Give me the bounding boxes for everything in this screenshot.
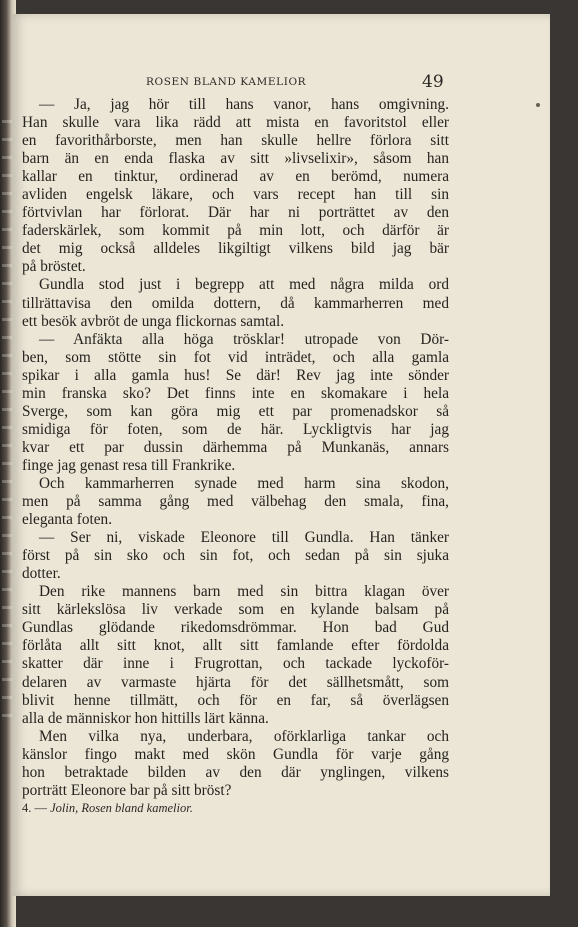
text-line: kallar en tinktur, ordinerad av en berömd, numera [22, 168, 449, 186]
text-line: — Ja, jag hör till hans vanor, hans omgivning. [39, 96, 449, 113]
margin-shadow [2, 120, 12, 720]
text-line: spikar i alla gamla hus! Se där! Rev jag inte sönder [22, 366, 449, 384]
page-header [12, 72, 550, 94]
body-text [22, 96, 449, 800]
text-line: avliden engelsk läkare, och vars recept han till sin [22, 186, 449, 204]
text-line: — Ser ni, viskade Eleonore till Gundla. Han tänker [39, 529, 449, 547]
text-line: faderskärlek, som kommit på min lott, och därför är [22, 222, 449, 240]
text-line: Och kammarherren synade med harm sina skodon, [39, 474, 449, 492]
text-line: kvar ett par dussin därhemma på Munkanäs, annars [22, 438, 449, 456]
text-line: sitt kärlekslösa liv verkade som en kylande balsam på [22, 601, 449, 619]
book-reference: Jolin, Rosen bland kamelior. [50, 801, 193, 815]
text-line: Men vilka nya, underbara, oförklarliga tankar och [39, 727, 449, 745]
page-number: 49 [422, 72, 444, 92]
page-footer [22, 801, 193, 816]
text-line: men på samma gång med välbehag den smala, fina, [22, 493, 449, 511]
text-line: smidiga för foten, som de här. Lyckligtvis har jag [22, 420, 449, 438]
sheet-signature: 4. — [22, 801, 47, 815]
text-line: porträtt Eleonore bar på sitt bröst? [22, 781, 232, 799]
text-line: finge jag genast resa till Frankrike. [22, 456, 236, 474]
text-line: känslor fingo makt med skön Gundla för varje gång [22, 745, 449, 763]
text-line: på bröstet. [22, 258, 86, 276]
text-line: förtvivlan har förlorat. Där har ni porträttet av den [22, 204, 449, 222]
text-line: tillrättavisa den omilda dottern, då kammarherren med [22, 294, 449, 312]
text-line: först på sin sko och sin fot, och sedan på sin sjuka [22, 547, 449, 565]
text-line: skatter där inne i Frugrottan, och tackade lyckoför- [22, 655, 449, 673]
text-line: Gundla stod just i begrepp att med några milda ord [39, 276, 449, 294]
running-head: ROSEN BLAND KAMELIOR [146, 76, 307, 88]
printer-mark [536, 103, 540, 107]
text-line: Gundlas glödande rikedomsdrömmar. Hon bad Gud [22, 619, 449, 637]
text-line: alla de människor hon hittills lärt känna. [22, 709, 269, 727]
text-line: Sverge, som kan göra mig ett par promenadskor så [22, 402, 449, 420]
text-line: en favorithårborste, men han skulle hellre förlora sitt [22, 132, 449, 150]
text-line: hon betraktade bilden av den där ynglingen, vilkens [22, 763, 449, 781]
text-line: ben, som stötte sin fot vid inträdet, och alla gamla [22, 348, 449, 366]
text-line: Han skulle vara lika rädd att mista en favoritstol eller [22, 114, 449, 132]
text-line: eleganta foten. [22, 511, 113, 529]
text-line: min franska sko? Det finns inte en skomakare i hela [22, 384, 449, 402]
text-line: delaren av varmaste hjärta för det sällhetsmått, som [22, 673, 449, 691]
text-line: ett besök avbröt de unga flickornas samtal. [22, 312, 285, 330]
text-line: blivit henne tillmätt, och för en far, så överlägsen [22, 691, 449, 709]
text-line: dotter. [22, 565, 61, 583]
text-line: Den rike mannens barn med sin bittra klagan över [39, 583, 449, 601]
text-line: det mig också alldeles likgiltigt vilkens bild jag bär [22, 240, 449, 258]
text-line: — Anfäkta alla höga trösklar! utropade von Dör- [39, 330, 449, 348]
text-line: förlåta allt sitt knot, allt sitt famlande efter fördolda [22, 637, 449, 655]
text-line: barn än en enda flaska av sitt »livselixir», såsom han [22, 150, 449, 168]
